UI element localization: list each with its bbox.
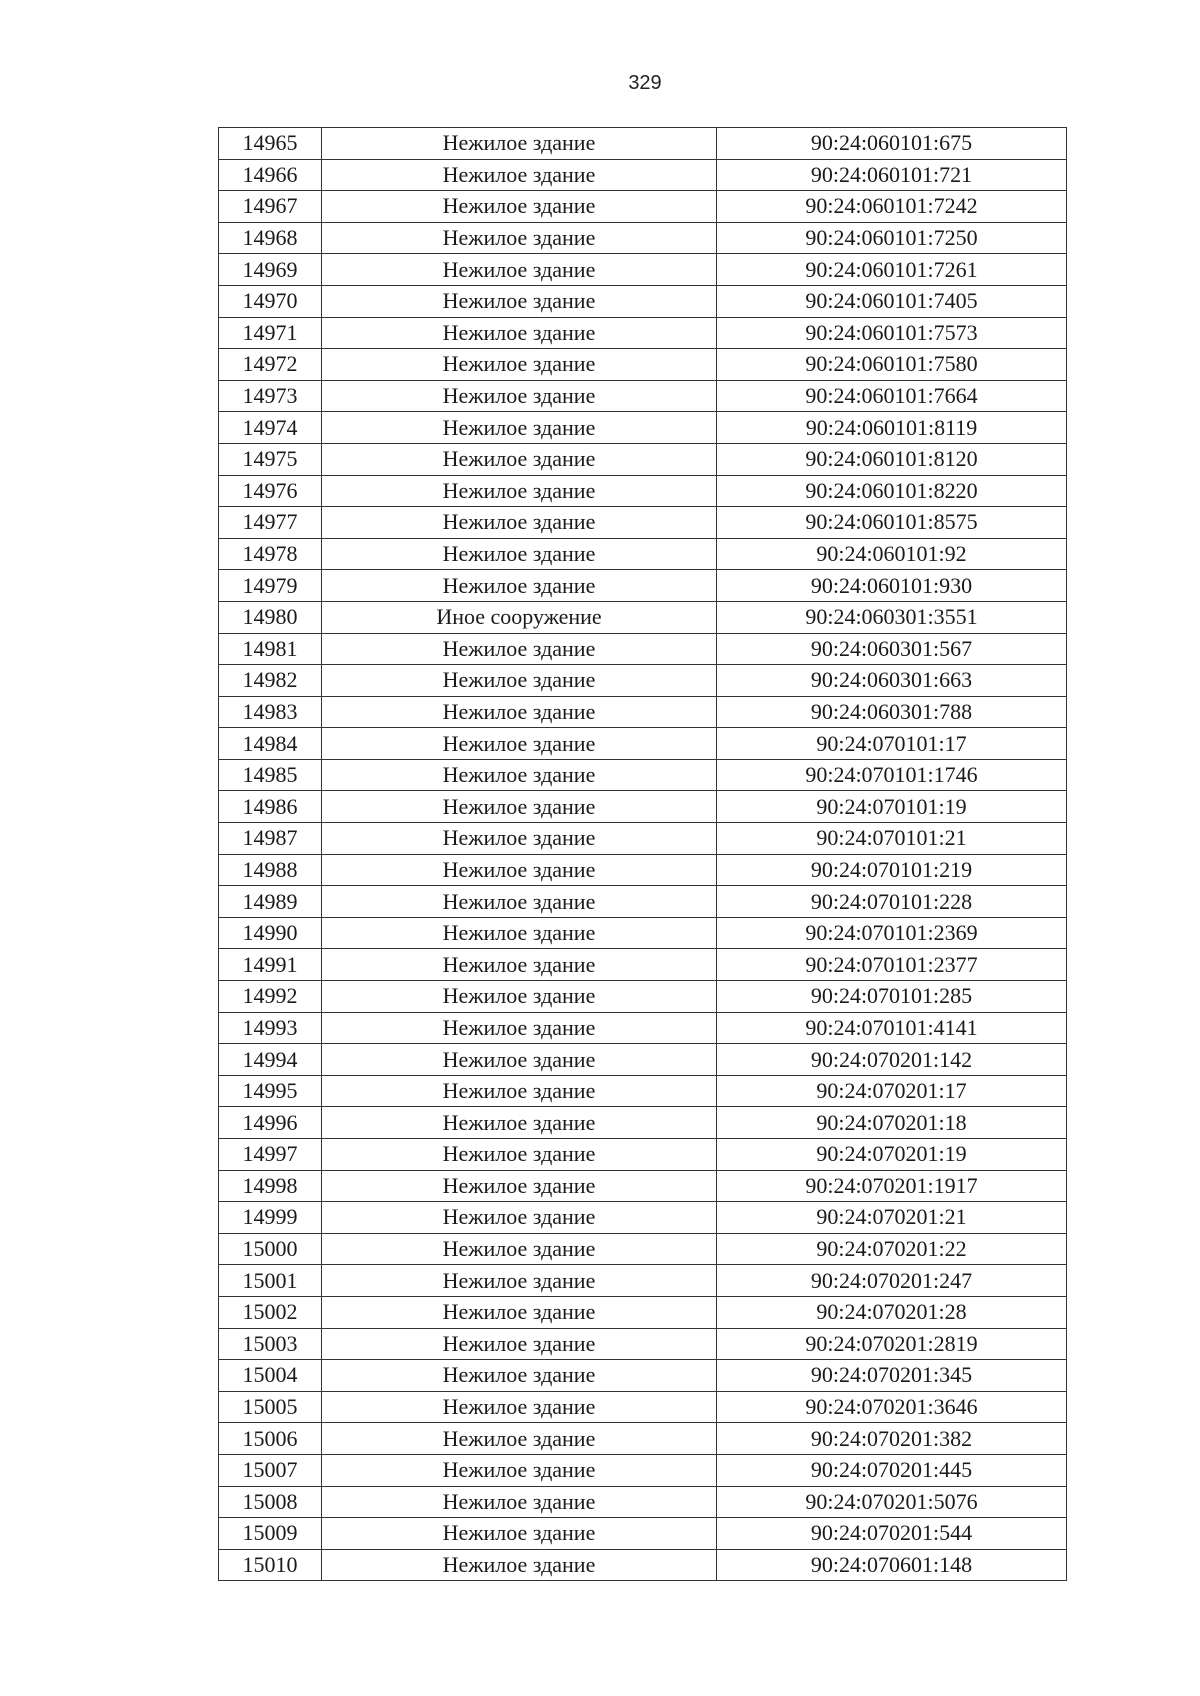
table-row (219, 601, 1067, 633)
row-number-cell: 14987 (219, 823, 322, 855)
object-type-cell: Нежилое здание (322, 823, 717, 855)
cadastral-number-cell: 90:24:070101:19 (717, 791, 1067, 823)
row-number-cell: 14969 (219, 254, 322, 286)
table-row (219, 570, 1067, 602)
table-row (219, 1012, 1067, 1044)
table-row (219, 254, 1067, 286)
object-type-cell: Нежилое здание (322, 854, 717, 886)
cadastral-number-cell: 90:24:060101:930 (717, 570, 1067, 602)
cadastral-number-cell: 90:24:070201:382 (717, 1423, 1067, 1455)
cadastral-number-cell: 90:24:060101:8575 (717, 507, 1067, 539)
object-type-cell: Нежилое здание (322, 443, 717, 475)
cadastral-number-cell: 90:24:070201:345 (717, 1360, 1067, 1392)
row-number-cell: 14979 (219, 570, 322, 602)
cadastral-number-cell: 90:24:060101:7261 (717, 254, 1067, 286)
page-number: 329 (628, 72, 662, 94)
object-type-cell: Нежилое здание (322, 917, 717, 949)
row-number-cell: 15007 (219, 1454, 322, 1486)
object-type-cell: Нежилое здание (322, 1391, 717, 1423)
table-row (219, 1296, 1067, 1328)
cadastral-number-cell: 90:24:060101:7250 (717, 222, 1067, 254)
table-row (219, 759, 1067, 791)
row-number-cell: 14986 (219, 791, 322, 823)
table-row (219, 728, 1067, 760)
row-number-cell: 15009 (219, 1518, 322, 1550)
object-type-cell: Иное сооружение (322, 601, 717, 633)
object-type-cell: Нежилое здание (322, 1075, 717, 1107)
table-row (219, 159, 1067, 191)
object-type-cell: Нежилое здание (322, 222, 717, 254)
cadastral-number-cell: 90:24:070101:17 (717, 728, 1067, 760)
object-type-cell: Нежилое здание (322, 696, 717, 728)
object-type-cell: Нежилое здание (322, 1360, 717, 1392)
cadastral-number-cell: 90:24:070101:4141 (717, 1012, 1067, 1044)
row-number-cell: 14970 (219, 285, 322, 317)
row-number-cell: 14973 (219, 380, 322, 412)
table-row (219, 1107, 1067, 1139)
table-row (219, 981, 1067, 1013)
object-type-cell: Нежилое здание (322, 285, 717, 317)
object-type-cell: Нежилое здание (322, 570, 717, 602)
cadastral-number-cell: 90:24:070201:19 (717, 1139, 1067, 1171)
row-number-cell: 14995 (219, 1075, 322, 1107)
row-number-cell: 14989 (219, 886, 322, 918)
row-number-cell: 15010 (219, 1549, 322, 1581)
table-row (219, 1549, 1067, 1581)
object-type-cell: Нежилое здание (322, 1454, 717, 1486)
table-row (219, 191, 1067, 223)
table-row (219, 222, 1067, 254)
table-row (219, 1139, 1067, 1171)
row-number-cell: 14982 (219, 665, 322, 697)
table-row (219, 285, 1067, 317)
cadastral-number-cell: 90:24:060101:7405 (717, 285, 1067, 317)
cadastral-number-cell: 90:24:070201:17 (717, 1075, 1067, 1107)
registry-table-body (219, 128, 1067, 1581)
object-type-cell: Нежилое здание (322, 1328, 717, 1360)
row-number-cell: 14984 (219, 728, 322, 760)
cadastral-number-cell: 90:24:060101:721 (717, 159, 1067, 191)
object-type-cell: Нежилое здание (322, 665, 717, 697)
row-number-cell: 14994 (219, 1044, 322, 1076)
object-type-cell: Нежилое здание (322, 949, 717, 981)
row-number-cell: 14967 (219, 191, 322, 223)
table-row (219, 854, 1067, 886)
object-type-cell: Нежилое здание (322, 128, 717, 160)
registry-table (218, 127, 1067, 1581)
object-type-cell: Нежилое здание (322, 1486, 717, 1518)
table-row (219, 1391, 1067, 1423)
object-type-cell: Нежилое здание (322, 538, 717, 570)
table-row (219, 665, 1067, 697)
cadastral-number-cell: 90:24:070201:544 (717, 1518, 1067, 1550)
object-type-cell: Нежилое здание (322, 1044, 717, 1076)
cadastral-number-cell: 90:24:060101:8220 (717, 475, 1067, 507)
row-number-cell: 14966 (219, 159, 322, 191)
row-number-cell: 14971 (219, 317, 322, 349)
table-row (219, 1423, 1067, 1455)
row-number-cell: 14992 (219, 981, 322, 1013)
row-number-cell: 14977 (219, 507, 322, 539)
cadastral-number-cell: 90:24:070201:3646 (717, 1391, 1067, 1423)
object-type-cell: Нежилое здание (322, 1107, 717, 1139)
row-number-cell: 14991 (219, 949, 322, 981)
row-number-cell: 14978 (219, 538, 322, 570)
table-row (219, 696, 1067, 728)
cadastral-number-cell: 90:24:070201:18 (717, 1107, 1067, 1139)
cadastral-number-cell: 90:24:060101:8120 (717, 443, 1067, 475)
row-number-cell: 14988 (219, 854, 322, 886)
row-number-cell: 14965 (219, 128, 322, 160)
object-type-cell: Нежилое здание (322, 1265, 717, 1297)
cadastral-number-cell: 90:24:060101:92 (717, 538, 1067, 570)
table-row (219, 128, 1067, 160)
table-row (219, 823, 1067, 855)
object-type-cell: Нежилое здание (322, 1549, 717, 1581)
object-type-cell: Нежилое здание (322, 191, 717, 223)
cadastral-number-cell: 90:24:060101:7664 (717, 380, 1067, 412)
table-row (219, 1075, 1067, 1107)
object-type-cell: Нежилое здание (322, 380, 717, 412)
cadastral-number-cell: 90:24:060101:7242 (717, 191, 1067, 223)
cadastral-number-cell: 90:24:060101:7580 (717, 349, 1067, 381)
row-number-cell: 14997 (219, 1139, 322, 1171)
object-type-cell: Нежилое здание (322, 507, 717, 539)
cadastral-number-cell: 90:24:070101:2369 (717, 917, 1067, 949)
cadastral-number-cell: 90:24:070201:247 (717, 1265, 1067, 1297)
cadastral-number-cell: 90:24:070201:2819 (717, 1328, 1067, 1360)
object-type-cell: Нежилое здание (322, 349, 717, 381)
table-row (219, 317, 1067, 349)
table-row (219, 475, 1067, 507)
cadastral-number-cell: 90:24:070201:142 (717, 1044, 1067, 1076)
object-type-cell: Нежилое здание (322, 1518, 717, 1550)
table-row (219, 633, 1067, 665)
table-row (219, 1044, 1067, 1076)
row-number-cell: 15003 (219, 1328, 322, 1360)
object-type-cell: Нежилое здание (322, 791, 717, 823)
object-type-cell: Нежилое здание (322, 1233, 717, 1265)
row-number-cell: 14985 (219, 759, 322, 791)
row-number-cell: 14996 (219, 1107, 322, 1139)
table-row (219, 1328, 1067, 1360)
cadastral-number-cell: 90:24:070201:21 (717, 1202, 1067, 1234)
cadastral-number-cell: 90:24:060301:663 (717, 665, 1067, 697)
table-row (219, 1170, 1067, 1202)
cadastral-number-cell: 90:24:070201:28 (717, 1296, 1067, 1328)
table-row (219, 791, 1067, 823)
cadastral-number-cell: 90:24:070101:285 (717, 981, 1067, 1013)
cadastral-number-cell: 90:24:070101:1746 (717, 759, 1067, 791)
table-row (219, 1360, 1067, 1392)
table-row (219, 349, 1067, 381)
object-type-cell: Нежилое здание (322, 254, 717, 286)
row-number-cell: 14968 (219, 222, 322, 254)
table-row (219, 1265, 1067, 1297)
cadastral-number-cell: 90:24:060301:3551 (717, 601, 1067, 633)
row-number-cell: 15005 (219, 1391, 322, 1423)
row-number-cell: 14993 (219, 1012, 322, 1044)
cadastral-number-cell: 90:24:060101:7573 (717, 317, 1067, 349)
object-type-cell: Нежилое здание (322, 412, 717, 444)
table-row (219, 917, 1067, 949)
row-number-cell: 14998 (219, 1170, 322, 1202)
row-number-cell: 14990 (219, 917, 322, 949)
object-type-cell: Нежилое здание (322, 633, 717, 665)
object-type-cell: Нежилое здание (322, 981, 717, 1013)
table-row (219, 538, 1067, 570)
object-type-cell: Нежилое здание (322, 1423, 717, 1455)
row-number-cell: 14981 (219, 633, 322, 665)
object-type-cell: Нежилое здание (322, 1296, 717, 1328)
object-type-cell: Нежилое здание (322, 475, 717, 507)
cadastral-number-cell: 90:24:070201:445 (717, 1454, 1067, 1486)
table-row (219, 1454, 1067, 1486)
row-number-cell: 15001 (219, 1265, 322, 1297)
table-row (219, 1233, 1067, 1265)
row-number-cell: 14975 (219, 443, 322, 475)
table-row (219, 412, 1067, 444)
object-type-cell: Нежилое здание (322, 317, 717, 349)
cadastral-number-cell: 90:24:070101:219 (717, 854, 1067, 886)
row-number-cell: 15008 (219, 1486, 322, 1518)
row-number-cell: 14980 (219, 601, 322, 633)
cadastral-number-cell: 90:24:070101:228 (717, 886, 1067, 918)
row-number-cell: 15000 (219, 1233, 322, 1265)
cadastral-number-cell: 90:24:070201:22 (717, 1233, 1067, 1265)
row-number-cell: 14983 (219, 696, 322, 728)
table-row (219, 886, 1067, 918)
row-number-cell: 15002 (219, 1296, 322, 1328)
cadastral-number-cell: 90:24:060101:675 (717, 128, 1067, 160)
table-row (219, 949, 1067, 981)
row-number-cell: 15004 (219, 1360, 322, 1392)
object-type-cell: Нежилое здание (322, 159, 717, 191)
table-row (219, 1486, 1067, 1518)
cadastral-number-cell: 90:24:060301:788 (717, 696, 1067, 728)
table-row (219, 1518, 1067, 1550)
table-row (219, 443, 1067, 475)
object-type-cell: Нежилое здание (322, 886, 717, 918)
object-type-cell: Нежилое здание (322, 759, 717, 791)
cadastral-number-cell: 90:24:070601:148 (717, 1549, 1067, 1581)
object-type-cell: Нежилое здание (322, 1012, 717, 1044)
table-row (219, 1202, 1067, 1234)
cadastral-number-cell: 90:24:070201:1917 (717, 1170, 1067, 1202)
object-type-cell: Нежилое здание (322, 728, 717, 760)
row-number-cell: 14999 (219, 1202, 322, 1234)
cadastral-number-cell: 90:24:060101:8119 (717, 412, 1067, 444)
cadastral-number-cell: 90:24:070101:2377 (717, 949, 1067, 981)
object-type-cell: Нежилое здание (322, 1139, 717, 1171)
table-row (219, 507, 1067, 539)
row-number-cell: 14972 (219, 349, 322, 381)
cadastral-number-cell: 90:24:060301:567 (717, 633, 1067, 665)
row-number-cell: 15006 (219, 1423, 322, 1455)
row-number-cell: 14974 (219, 412, 322, 444)
object-type-cell: Нежилое здание (322, 1170, 717, 1202)
table-row (219, 380, 1067, 412)
object-type-cell: Нежилое здание (322, 1202, 717, 1234)
row-number-cell: 14976 (219, 475, 322, 507)
cadastral-number-cell: 90:24:070101:21 (717, 823, 1067, 855)
cadastral-number-cell: 90:24:070201:5076 (717, 1486, 1067, 1518)
